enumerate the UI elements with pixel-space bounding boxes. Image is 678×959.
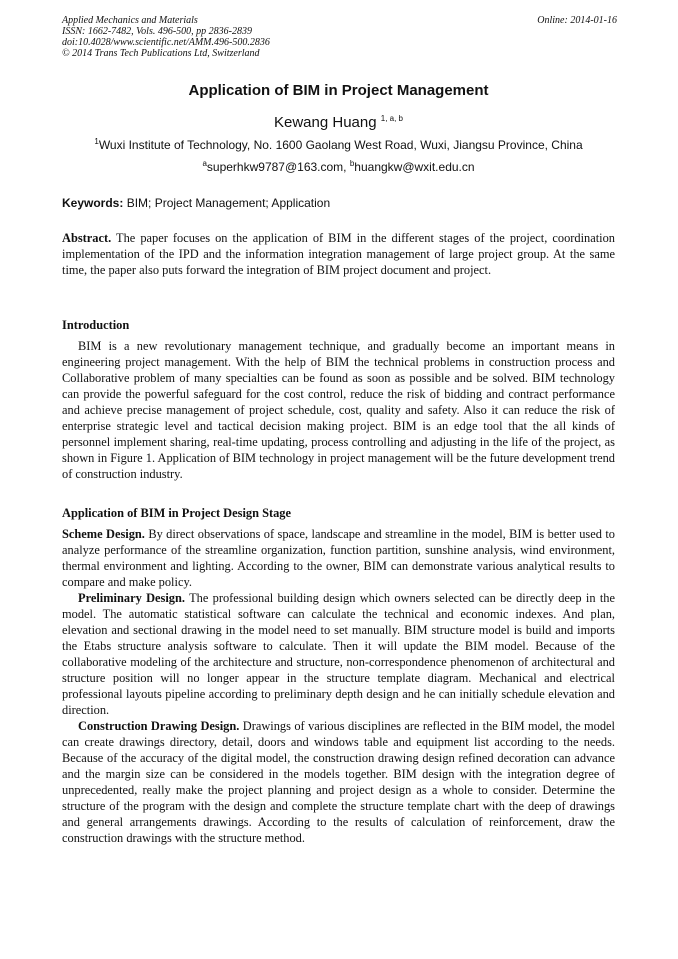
journal-name: Applied Mechanics and Materials — [62, 15, 198, 26]
introduction-heading: Introduction — [62, 318, 130, 332]
abstract — [62, 230, 615, 278]
email-b[interactable]: huangkw@wxit.edu.cn — [354, 160, 475, 174]
design-stage-heading: Application of BIM in Project Design Stage — [62, 506, 291, 520]
affiliation — [62, 138, 615, 152]
abstract-label: Abstract. — [62, 231, 112, 245]
affiliation-text: Wuxi Institute of Technology, No. 1600 Gaolang West Road, Wuxi, Jiangsu Province, China — [98, 138, 583, 152]
paper-title: Application of BIM in Project Management — [188, 82, 489, 99]
doi-line: doi:10.4028/www.scientific.net/AMM.496-500.2836 — [62, 37, 270, 48]
construction-drawing-text: Drawings of various disciplines are reflected in the BIM model, the model can create drawings directory, detail, doors and windows table and equipment list according to the needs. Because of the accuracy of the digital model, the construction drawing design refined decoration can advance and the margin size can be considered in the models together. BIM design with the integration degree of unprecedented, really make the project planning and project design as a whole to consider. Determine the structure of the program with the design and complete the structure template chart with the deep of drawings and general arrangements drawings. According to the results of calculation of reinforcement, draw the construction drawings with the structure method. — [62, 719, 615, 845]
online-date: Online: 2014-01-16 — [537, 15, 617, 26]
issn-line: ISSN: 1662-7482, Vols. 496-500, pp 2836-2839 — [62, 26, 252, 37]
keywords — [62, 196, 615, 210]
scheme-design-text: By direct observations of space, landscape and streamline in the model, BIM is better used to analyze performance of the streamline organization, function partition, sunshine analysis, wind environment, thermal environment and lighting. According to the owner, BIM can demonstrate various analytical results to compare and make policy. — [62, 527, 615, 589]
email-a-superscript: a — [202, 159, 207, 168]
design-stage-section — [62, 526, 615, 846]
journal-header — [62, 15, 617, 59]
construction-drawing-label: Construction Drawing Design. — [78, 719, 240, 733]
author-superscript: 1, a, b — [380, 114, 403, 123]
affiliation-superscript: 1 — [94, 137, 99, 146]
author-line — [62, 114, 615, 131]
scheme-design-paragraph — [62, 526, 615, 590]
author-emails — [62, 160, 615, 174]
author-name: Kewang Huang — [274, 114, 377, 131]
email-b-superscript: b — [349, 159, 355, 168]
preliminary-design-label: Preliminary Design. — [78, 591, 185, 605]
introduction-paragraph: BIM is a new revolutionary management technique, and gradually become an important means in engineering project management. With the help of BIM the technical problems in construction process and Collaborative problem of many specialties can be found as soon as possible and be solved. BIM technology can provide the powerful safeguard for the cost control, reduce the risk of bidding and contract performance and achieve precise management of project schedule, cost, quality and safety. Also it can reduce the risk of enterprise strategic level and tactical decision making project. BIM is an edge tool that the all kinds of personnel implement sharing, real-time updating, process controlling and adjusting in the life of the project, as shown in Figure 1. Application of BIM technology in project management will be the future development trend of construction industry. — [62, 339, 615, 481]
preliminary-design-text: The professional building design which owners selected can be directly deep in the model. The automatic statistical software can calculate the technical and economic indexes. And plan, elevation and sectional drawing in the model need to set manually. BIM structure model is build and imports the Etabs structure analysis software to calculate. Then it will update the BIM model. Because of the collaborative modeling of the architecture and structure, non-correspondence phenomenon of architectural and structure position will no longer appear in the structure template diagram. Mechanical and electrical professional layouts pipeline according to preliminary depth design and he can initially schedule elevation and direction. — [62, 591, 615, 717]
keywords-label: Keywords: — [62, 196, 124, 210]
scheme-design-label: Scheme Design. — [62, 527, 145, 541]
copyright-line: © 2014 Trans Tech Publications Ltd, Switzerland — [62, 48, 260, 59]
keywords-text: BIM; Project Management; Application — [126, 196, 331, 210]
construction-drawing-paragraph — [62, 718, 615, 846]
email-a[interactable]: superhkw9787@163.com, — [206, 160, 347, 174]
preliminary-design-paragraph — [62, 590, 615, 718]
abstract-text: The paper focuses on the application of BIM in the different stages of the project, coordination implementation of the IPD and the information integration management of large project group. At the same time, the paper also puts forward the integration of BIM project document and project. — [62, 231, 616, 277]
